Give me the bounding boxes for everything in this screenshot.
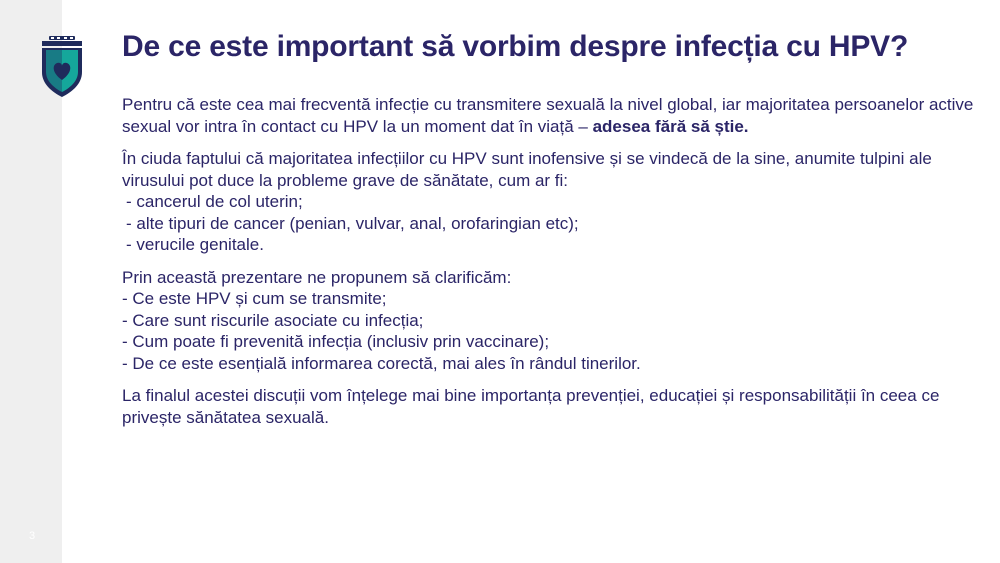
shield-heart-logo-icon [38,36,86,98]
paragraph-intro [122,94,984,137]
page-number: 3 [28,530,36,542]
list-item: - cancerul de col uterin; [126,192,303,211]
list-item: - Ce este HPV și cum se transmite; [122,289,387,308]
conclusion-text: La finalul acestei discuții vom înțelege mai bine importanța prevenției, educației și responsabilității în ceea ce privește sănătatea sexuală. [122,386,940,427]
intro-emphasis: adesea fără să știe. [592,116,749,136]
list-item: - Care sunt riscurile asociate cu infecția; [122,310,424,330]
goals-text: Prin această prezentare ne propunem să clarificăm: [122,267,512,287]
intro-text: Pentru că este cea mai frecventă infecție cu transmitere sexuală la nivel global, iar majoritatea persoanelor active sexual vor intra în contact cu HPV la un moment dat în viață – [122,95,974,136]
paragraph-goals [122,267,984,375]
paragraph-risks [122,148,984,256]
list-item: - alte tipuri de cancer (penian, vulvar, anal, orofaringian etc); [126,213,579,233]
list-item: - De ce este esențială informarea corectă, mai ales în rândul tinerilor. [122,353,641,373]
risks-text: În ciuda faptului că majoritatea infecțiilor cu HPV sunt inofensive și se vindecă de la sine, anumite tulpini ale virusului pot duce la probleme grave de sănătate, cum ar fi: [122,149,932,190]
paragraph-conclusion [122,385,984,428]
list-item: - Cum poate fi prevenită infecția (inclusiv prin vaccinare); [122,332,550,351]
slide-content [122,94,984,439]
list-item: - verucile genitale. [126,235,264,254]
slide-title: De ce este important să vorbim despre infecția cu HPV? [122,30,909,63]
